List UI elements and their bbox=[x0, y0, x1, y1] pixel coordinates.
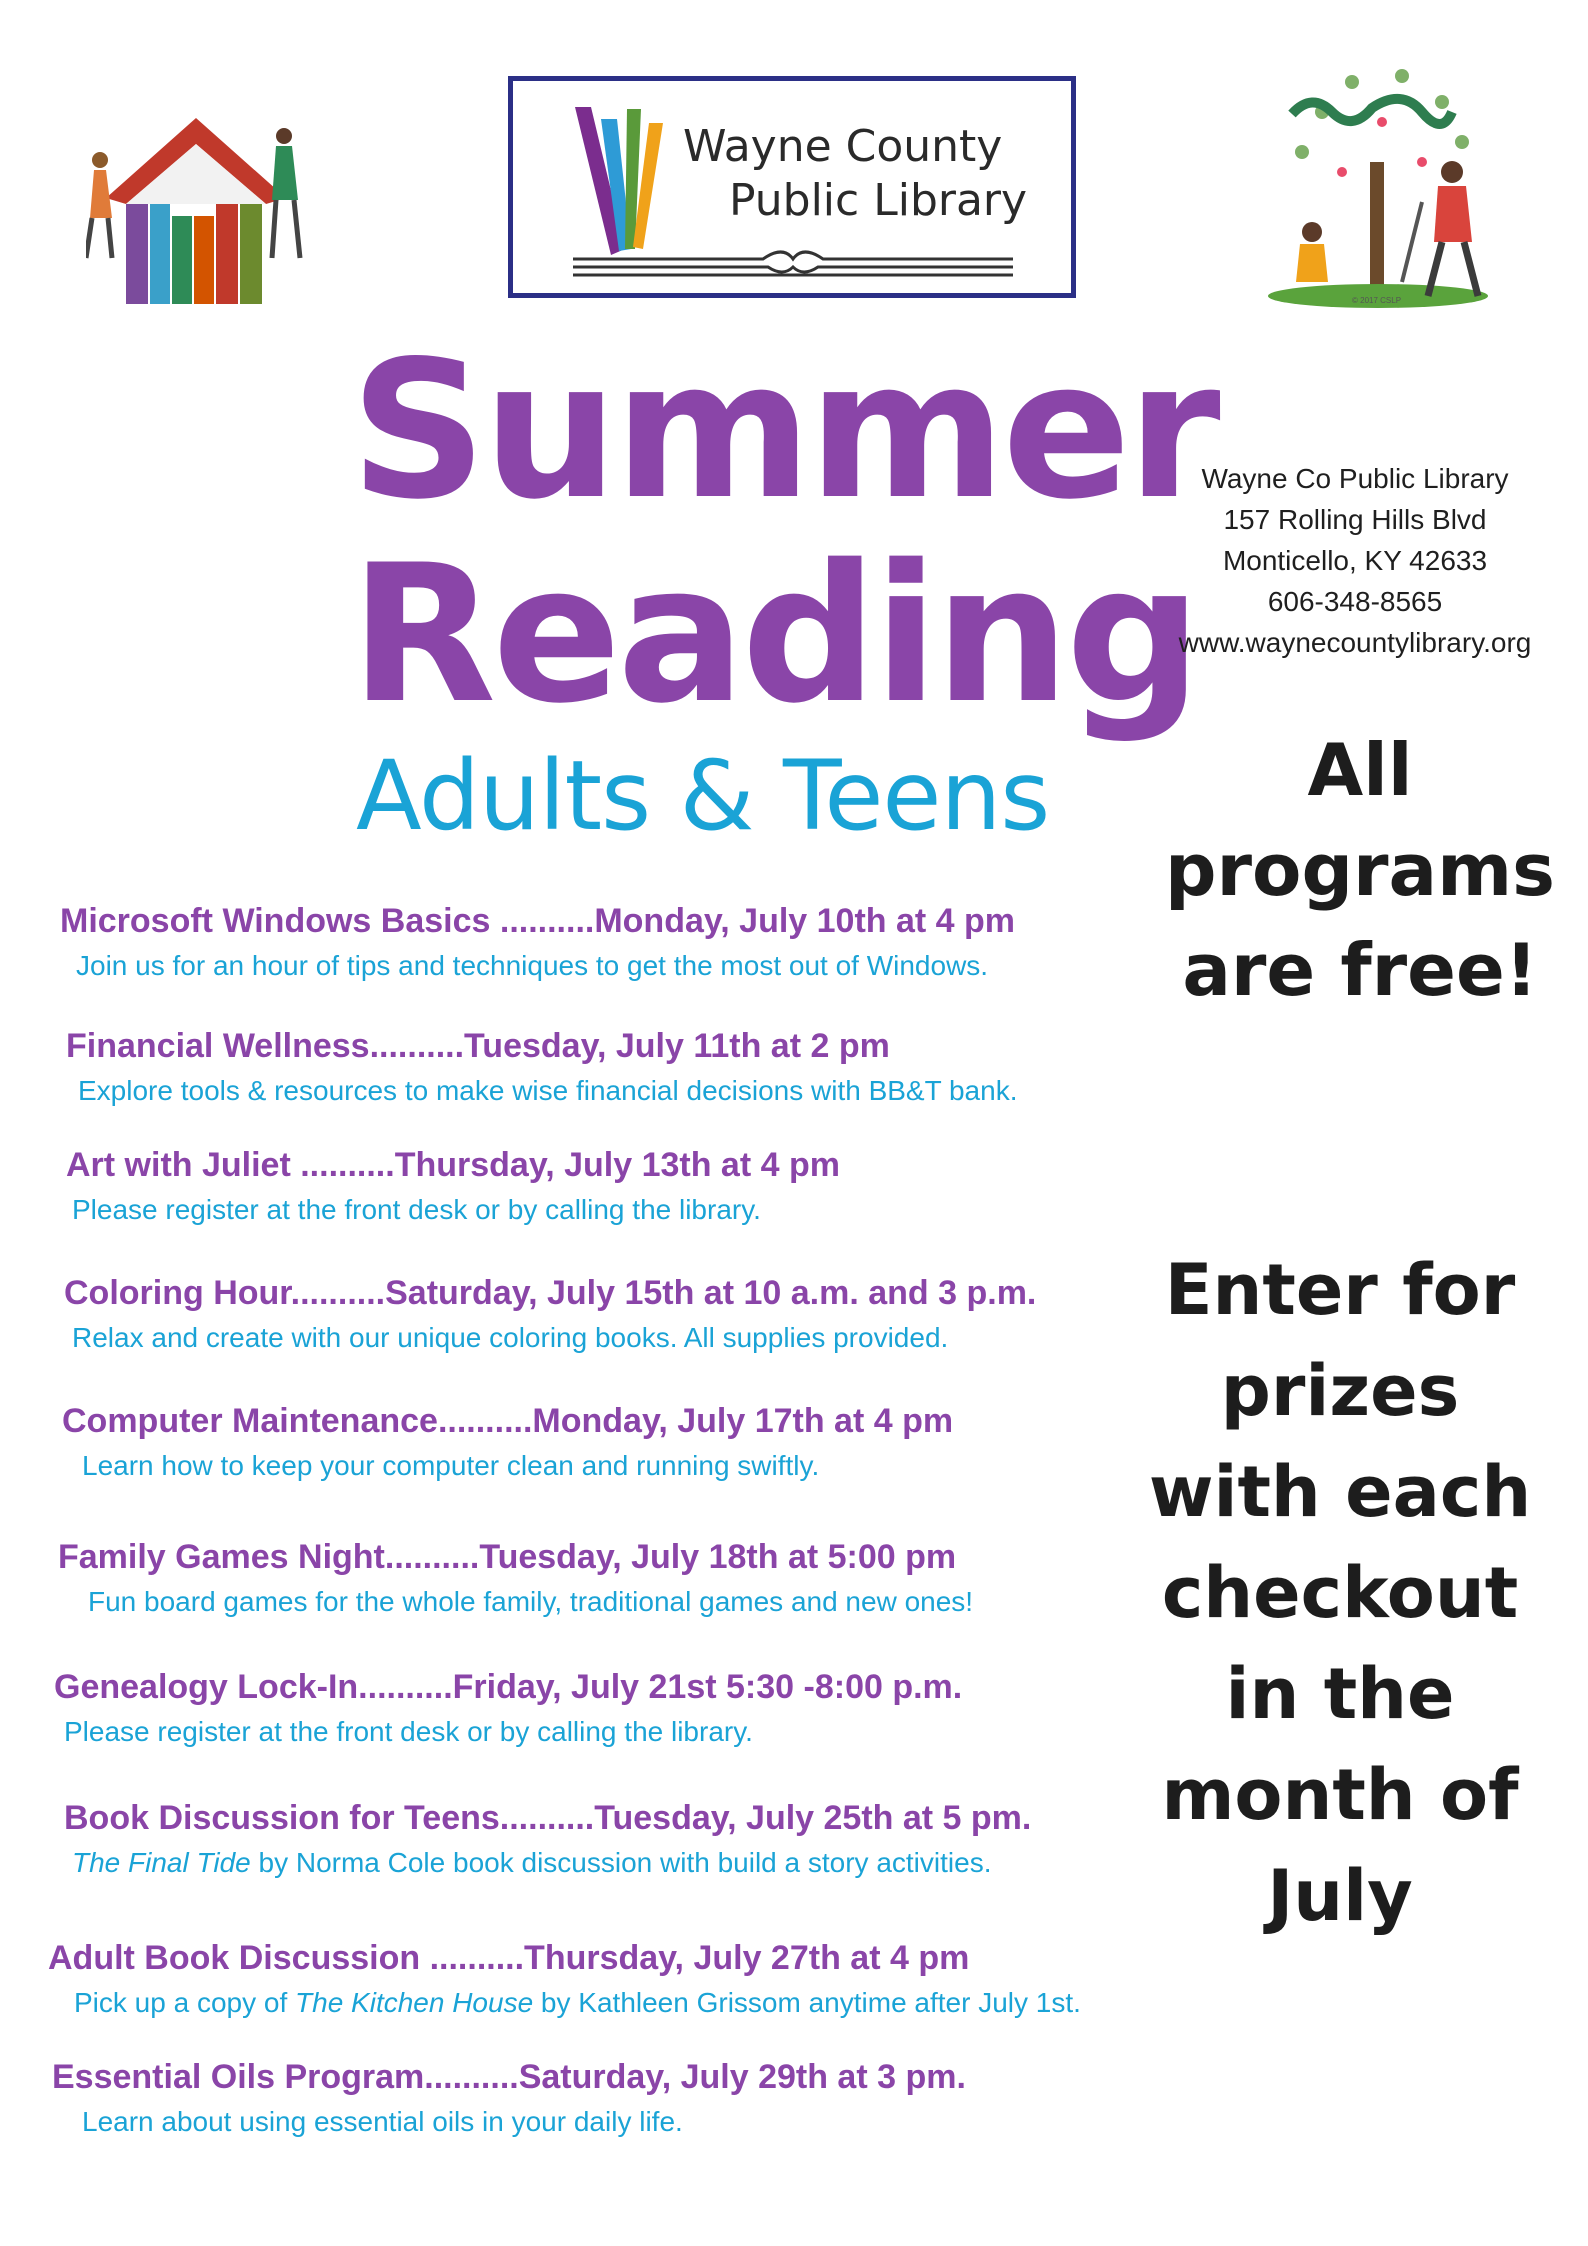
program-description: The Final Tide by Norma Cole book discussion with build a story activities. bbox=[72, 1847, 992, 1878]
open-book-icon bbox=[573, 241, 1013, 281]
callout-line: Enter for bbox=[1164, 1249, 1516, 1331]
program-description: Learn how to keep your computer clean and running swiftly. bbox=[82, 1450, 820, 1481]
address-name: Wayne Co Public Library bbox=[1201, 463, 1509, 494]
logo-line-1: Wayne County bbox=[683, 121, 1003, 172]
callout-line: All bbox=[1307, 728, 1413, 812]
library-address bbox=[1160, 458, 1550, 663]
program-item bbox=[60, 900, 1015, 986]
library-logo bbox=[508, 76, 1076, 298]
prizes-callout bbox=[1130, 1240, 1550, 1947]
program-item bbox=[66, 1025, 1017, 1111]
program-title: Computer Maintenance..........Monday, July 17th at 4 pm bbox=[62, 1402, 954, 1440]
program-item bbox=[64, 1797, 1031, 1883]
subtitle-audience: Adults & Teens bbox=[356, 740, 1050, 852]
program-title: Adult Book Discussion ..........Thursday, July 27th at 4 pm bbox=[48, 1939, 970, 1977]
book-house-illustration bbox=[86, 108, 304, 308]
program-item bbox=[64, 1272, 1036, 1358]
program-description: Join us for an hour of tips and techniques to get the most out of Windows. bbox=[76, 950, 989, 981]
program-title: Coloring Hour..........Saturday, July 15th at 10 a.m. and 3 p.m. bbox=[64, 1274, 1037, 1312]
program-item bbox=[62, 1400, 953, 1486]
address-website[interactable]: www.waynecountylibrary.org bbox=[1178, 627, 1532, 658]
callout-line: month of bbox=[1161, 1754, 1519, 1836]
callout-line: with each bbox=[1148, 1451, 1532, 1533]
program-item bbox=[48, 1937, 1081, 2023]
program-title: Microsoft Windows Basics ..........Monday, July 10th at 4 pm bbox=[60, 902, 1016, 940]
program-description: Relax and create with our unique coloring books. All supplies provided. bbox=[72, 1322, 949, 1353]
program-description: Learn about using essential oils in your daily life. bbox=[82, 2106, 683, 2137]
callout-line: programs bbox=[1164, 828, 1556, 912]
address-street: 157 Rolling Hills Blvd bbox=[1223, 504, 1487, 535]
program-title: Family Games Night..........Tuesday, July 18th at 5:00 pm bbox=[58, 1538, 957, 1576]
program-description: Pick up a copy of The Kitchen House by Kathleen Grissom anytime after July 1st. bbox=[74, 1987, 1081, 2018]
callout-line: prizes bbox=[1220, 1350, 1460, 1432]
program-description: Fun board games for the whole family, traditional games and new ones! bbox=[88, 1586, 974, 1617]
program-title: Book Discussion for Teens..........Tuesday, July 25th at 5 pm. bbox=[64, 1799, 1032, 1837]
title-summer: Summer bbox=[350, 320, 1217, 541]
program-description: Explore tools & resources to make wise financial decisions with BB&T bank. bbox=[78, 1075, 1018, 1106]
program-title: Essential Oils Program..........Saturday, July 29th at 3 pm. bbox=[52, 2058, 966, 2096]
program-item bbox=[54, 1666, 962, 1752]
callout-line: are free! bbox=[1182, 928, 1538, 1012]
program-item bbox=[52, 2056, 966, 2142]
program-title: Genealogy Lock-In..........Friday, July 21st 5:30 -8:00 p.m. bbox=[54, 1668, 963, 1706]
title-reading: Reading bbox=[350, 524, 1198, 745]
copyright-text: © 2017 CSLP bbox=[1352, 296, 1402, 305]
address-phone: 606-348-8565 bbox=[1267, 586, 1443, 617]
callout-line: July bbox=[1267, 1855, 1413, 1937]
read-tree-illustration bbox=[1252, 52, 1504, 312]
program-description: Please register at the front desk or by calling the library. bbox=[72, 1194, 761, 1225]
callout-line: in the bbox=[1225, 1653, 1455, 1735]
program-item bbox=[58, 1536, 973, 1622]
callout-line: checkout bbox=[1161, 1552, 1519, 1634]
address-city: Monticello, KY 42633 bbox=[1222, 545, 1488, 576]
program-title: Financial Wellness..........Tuesday, July 11th at 2 pm bbox=[66, 1027, 890, 1065]
program-title: Art with Juliet ..........Thursday, July 13th at 4 pm bbox=[66, 1146, 840, 1184]
program-description: Please register at the front desk or by calling the library. bbox=[64, 1716, 753, 1747]
program-item bbox=[66, 1144, 840, 1230]
free-programs-callout bbox=[1150, 720, 1570, 1020]
logo-line-2: Public Library bbox=[729, 175, 1028, 226]
